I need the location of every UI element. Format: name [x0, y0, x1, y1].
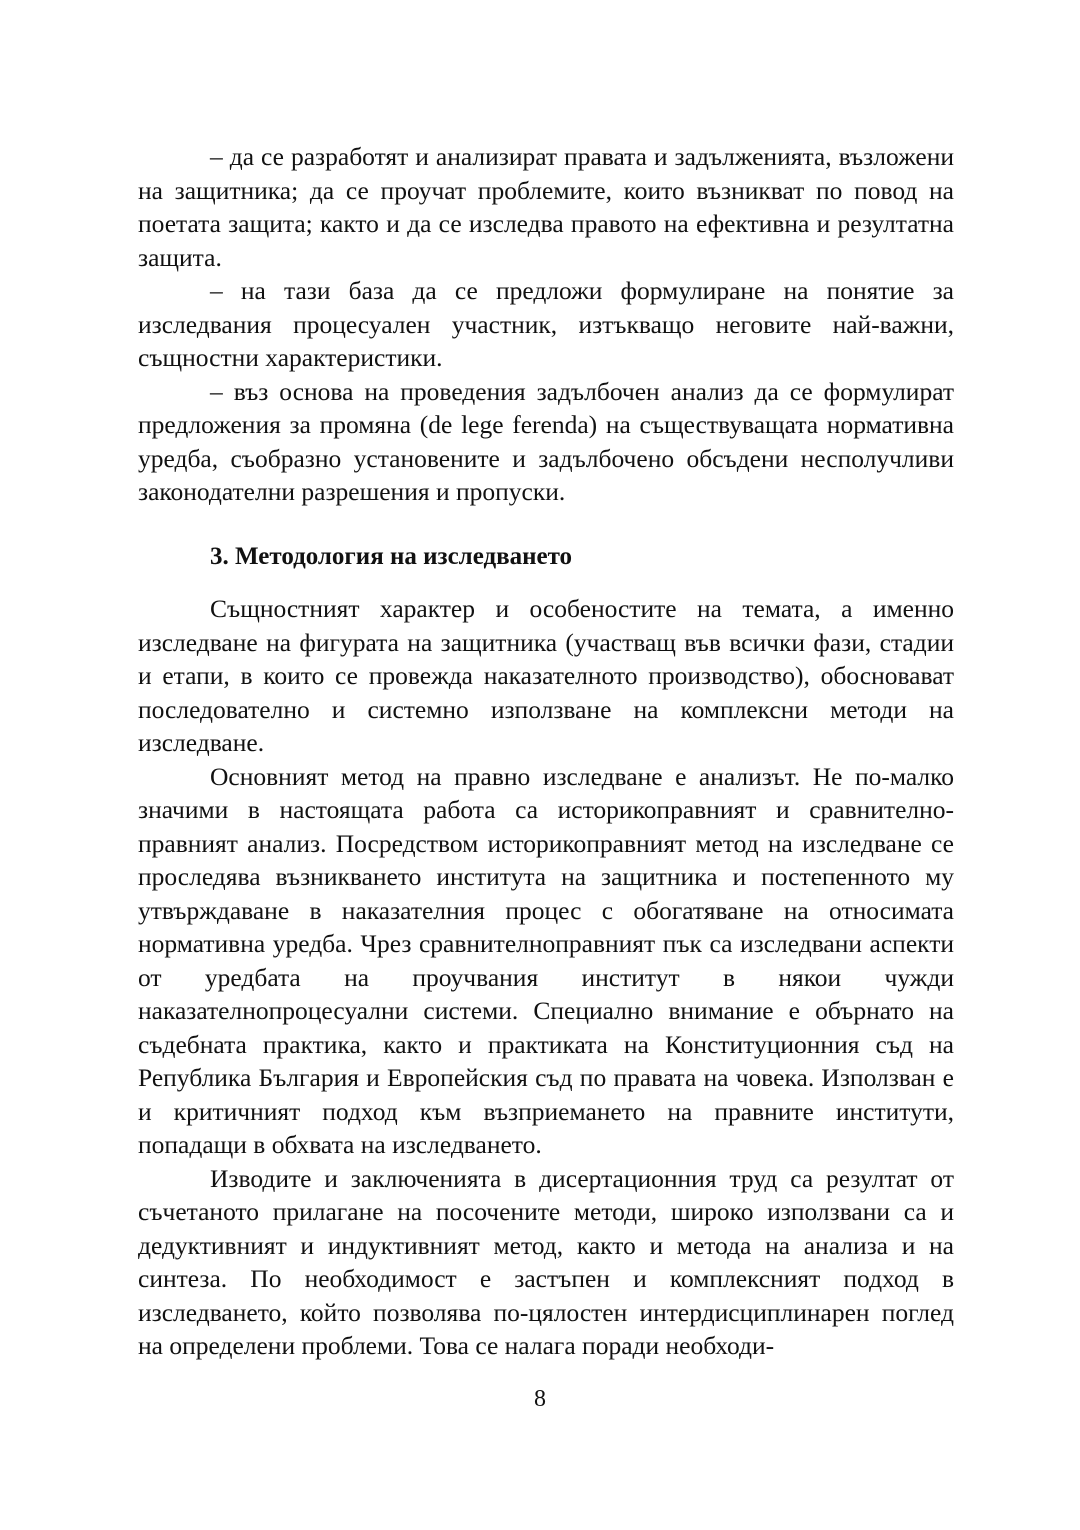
objective-item-3: – въз основа на проведения задълбочен анализ да се формулират предложения за промяна (de lege ferenda) на съществуващата нормативна уредба, съобразно установените и задълбочено обсъдени несполучливи законодателни разрешения и пропуски. — [138, 376, 954, 506]
page-number: 8 — [534, 1386, 546, 1412]
methodology-paragraph-2: Основният метод на правно изследване е анализът. Не по-малко значими в настоящата работа са историкоправният и сравнително-правният анализ. Посредством историкоправният метод на изследване се проследява възникването института на защитника и постепенното му утвърждаване в наказателния процес с обогатяване на относимата нормативна уредба. Чрез сравнителноправният пък са изследвани аспекти от уредбата на проучвания институт в някои чужди наказателнопроцесуални системи. Специално внимание е обърнато на съдебната практика, както и практиката на Конституционния съд на Република България и Европейския съд по правата на човека. Използван е и критичният подход към възприемането на правните институти, попадащи в обхвата на изследването. — [138, 761, 954, 1159]
objective-item-2: – на тази база да се предложи формулиране на понятие за изследвания процесуален участник, изтъкващо неговите най-важни, същностни характеристики. — [138, 276, 954, 372]
objective-item-1: – да се разработят и анализират правата и задълженията, възложени на защитника; да се проучат проблемите, които възникват по повод на поетата защита; както и да се изследва правото на ефективна и резултатна защита. — [138, 142, 954, 272]
methodology-section — [138, 592, 954, 1363]
methodology-paragraph-3: Изводите и заключенията в дисертационния труд са резултат от съчетаното прилагане на посочените методи, широко използвани са и дедуктивният и индуктивният метод, както и метода на анализа и на синтеза. По необходимост е застъпен и комплексният подход в изследването, който позволява по-цялостен интердисциплинарен поглед на определени проблеми. Това се налага поради необходи- — [138, 1163, 954, 1360]
section-heading: 3. Методология на изследването — [210, 543, 573, 570]
methodology-paragraph-1: Същностният характер и особеностите на темата, а именно изследване на фигурата на защитника (участващ във всички фази, стадии и етапи, в които се провежда наказателното производство), обосновават последователно и системно използване на комплексни методи на изследване. — [138, 594, 954, 757]
objectives-list — [138, 140, 954, 509]
